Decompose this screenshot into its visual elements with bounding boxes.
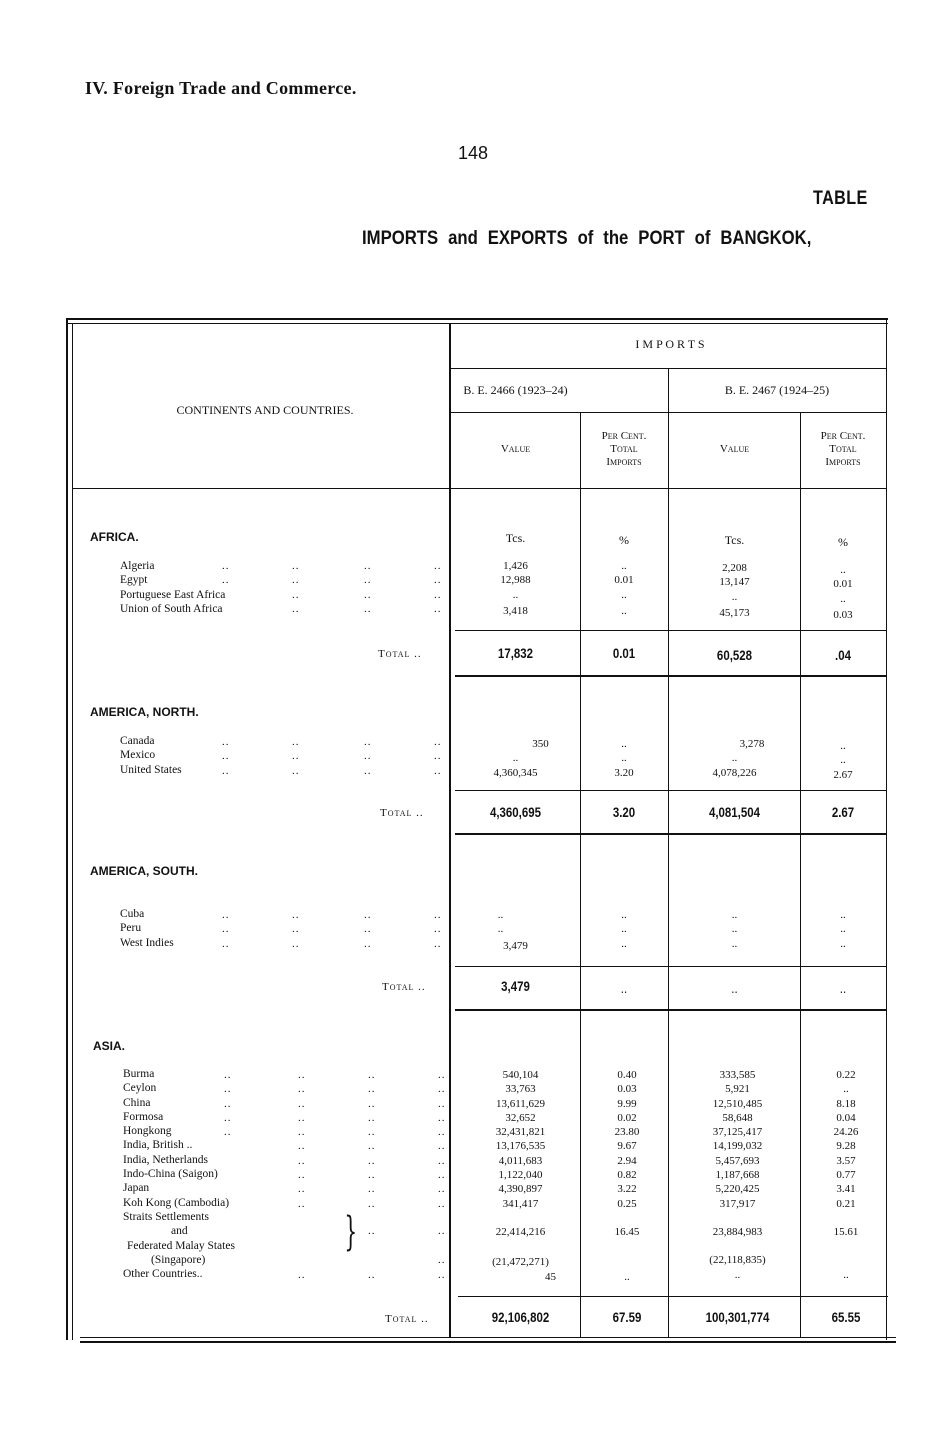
leader-dots: .. .. .. bbox=[434, 736, 442, 777]
cell: 0.40 bbox=[617, 1069, 637, 1081]
straits-p1: 16.45 bbox=[614, 1226, 640, 1238]
cell: 33,763 bbox=[505, 1083, 536, 1096]
unit-pct-1: % bbox=[619, 533, 629, 547]
pct-header-2-line3: Imports bbox=[825, 456, 861, 468]
cell: 32,431,821 bbox=[495, 1126, 546, 1139]
cell: 24.26 bbox=[833, 1126, 859, 1139]
header-bottom-rule bbox=[73, 488, 886, 489]
cell: .. bbox=[840, 754, 846, 767]
cell: .. bbox=[497, 909, 504, 921]
section-title: IV. Foreign Trade and Commerce. bbox=[85, 78, 357, 98]
cell: 13,176,535 bbox=[495, 1140, 546, 1153]
africa-total-v2: 60,528 bbox=[716, 647, 753, 663]
unit-pct-2: % bbox=[838, 535, 848, 549]
cell: 9.67 bbox=[617, 1140, 637, 1153]
straits-v2: 23,884,983 bbox=[712, 1226, 763, 1238]
south-pct-1 bbox=[583, 908, 665, 951]
list-item: Cuba bbox=[120, 908, 145, 920]
asia-total-p2: 65.55 bbox=[831, 1309, 861, 1325]
pct-header-1 bbox=[583, 430, 665, 469]
cell: 3,278 bbox=[739, 738, 765, 750]
list-item: Japan bbox=[123, 1182, 150, 1195]
region-asia: ASIA. bbox=[93, 1039, 126, 1053]
cell: .. bbox=[840, 909, 846, 921]
list-item: Union of South Africa bbox=[120, 602, 223, 615]
cell: .. bbox=[840, 592, 846, 605]
cell: 3,418 bbox=[503, 604, 528, 617]
asia-pct-1 bbox=[583, 1068, 671, 1211]
list-item: Indo-China (Saigon) bbox=[123, 1168, 218, 1181]
cell: .. bbox=[840, 564, 846, 576]
africa-pct-1 bbox=[583, 559, 665, 618]
cell: 4,078,226 bbox=[712, 766, 757, 779]
africa-end-rule bbox=[455, 675, 886, 677]
cell: .. bbox=[497, 923, 504, 936]
list-item: India, British .. bbox=[123, 1139, 193, 1152]
cell: 0.77 bbox=[836, 1169, 856, 1182]
cell: .. bbox=[731, 937, 738, 950]
south-values-1 bbox=[455, 908, 576, 953]
pct2-column-rule bbox=[800, 412, 801, 1337]
leader-dots: .. bbox=[298, 1269, 306, 1281]
south-pct-2 bbox=[803, 908, 883, 951]
leader-dots: .. bbox=[368, 1225, 376, 1237]
leader-dots: .. .. .. bbox=[364, 909, 372, 950]
leader-dots: .. bbox=[438, 1269, 446, 1281]
leader-dots: .. .. .. bbox=[292, 736, 300, 777]
pct-header-1-line1: Per Cent. bbox=[601, 430, 647, 442]
cell: 3,479 bbox=[503, 939, 528, 952]
north-end-rule bbox=[455, 833, 886, 835]
south-total-rule bbox=[455, 966, 886, 967]
pct-header-2-line2: Total bbox=[829, 443, 857, 455]
cell: 1,187,668 bbox=[715, 1169, 760, 1182]
leader-dots: .. .. .. bbox=[434, 909, 442, 950]
year1-header: B. E. 2466 (1923–24) bbox=[463, 383, 568, 397]
cell: 12,510,485 bbox=[712, 1097, 763, 1110]
table-left-rule-inner bbox=[72, 324, 73, 1340]
cell: .. bbox=[621, 738, 627, 750]
cell: 0.02 bbox=[617, 1111, 637, 1124]
asia-pct-2 bbox=[805, 1068, 887, 1211]
list-item: Koh Kong (Cambodia) bbox=[123, 1196, 230, 1209]
north-values-2 bbox=[672, 737, 797, 780]
cell: 0.04 bbox=[836, 1111, 856, 1124]
leader-dots: .. .. .. .. .. .. .. .. .. .. bbox=[368, 1069, 376, 1210]
cell: 0.21 bbox=[836, 1197, 856, 1210]
cell: 8.18 bbox=[836, 1097, 856, 1110]
list-item: Other Countries.. bbox=[123, 1268, 203, 1281]
asia-total-label: Total .. bbox=[385, 1313, 429, 1325]
cell: 2.67 bbox=[833, 768, 853, 781]
cell: .. bbox=[843, 1083, 849, 1096]
cell: .. bbox=[621, 909, 627, 921]
asia-values-1 bbox=[460, 1068, 581, 1211]
asia-values-2 bbox=[675, 1068, 800, 1211]
south-total-v1: 3,479 bbox=[501, 978, 530, 994]
leader-dots: .. .. .. .. .. bbox=[224, 1069, 232, 1139]
cell: 37,125,417 bbox=[712, 1126, 763, 1139]
cell: 3.41 bbox=[836, 1183, 856, 1196]
africa-total-v1: 17,832 bbox=[497, 645, 534, 661]
row-label-header: CONTINENTS AND COUNTRIES. bbox=[176, 403, 354, 417]
north-total-v1: 4,360,695 bbox=[489, 804, 542, 820]
cell: .. bbox=[621, 937, 627, 950]
cell: 0.25 bbox=[617, 1197, 637, 1210]
cell: 0.01 bbox=[833, 578, 853, 591]
cell: 0.03 bbox=[833, 608, 853, 621]
africa-values-1 bbox=[455, 559, 576, 618]
pct-header-2-line1: Per Cent. bbox=[820, 430, 866, 442]
cell: 45,173 bbox=[719, 606, 750, 619]
list-item: Mexico bbox=[120, 749, 156, 762]
cell: .. bbox=[621, 752, 627, 765]
singapore-v1: (21,472,271) bbox=[492, 1256, 549, 1268]
table-title: IMPORTS and EXPORTS of the PORT of BANGKOK, bbox=[362, 228, 812, 249]
cell: 0.22 bbox=[836, 1069, 856, 1081]
africa-values-2 bbox=[672, 561, 797, 620]
asia-total-v2: 100,301,774 bbox=[705, 1309, 770, 1325]
list-item: India, Netherlands bbox=[123, 1153, 208, 1166]
cell: .. bbox=[731, 752, 738, 765]
cell: .. bbox=[731, 909, 738, 921]
other-v2: .. bbox=[734, 1269, 741, 1281]
pct-header-1-line2: Total bbox=[610, 443, 638, 455]
south-total-label: Total .. bbox=[382, 981, 426, 993]
list-item: Algeria bbox=[120, 560, 155, 572]
cell: 14,199,032 bbox=[712, 1140, 763, 1153]
leader-dots: .. .. .. .. .. .. .. .. .. .. bbox=[298, 1069, 306, 1210]
south-total-v2: .. bbox=[731, 980, 738, 996]
year2-header: B. E. 2467 (1924–25) bbox=[724, 383, 830, 397]
cell: 5,457,693 bbox=[715, 1154, 760, 1167]
cell: .. bbox=[621, 588, 627, 601]
other-p1: .. bbox=[624, 1271, 630, 1283]
list-item: Egypt bbox=[120, 574, 148, 587]
list-item: Portuguese East Africa bbox=[120, 588, 226, 601]
north-total-v2: 4,081,504 bbox=[708, 804, 761, 820]
cell: .. bbox=[731, 923, 738, 936]
north-total-rule bbox=[455, 790, 886, 791]
cell: 0.82 bbox=[617, 1169, 637, 1182]
cell: 4,390,897 bbox=[498, 1183, 543, 1196]
south-total-p1: .. bbox=[620, 980, 628, 996]
brace-icon: } bbox=[344, 1209, 358, 1255]
leader-dots: .. .. .. bbox=[292, 909, 300, 950]
list-item: Ceylon bbox=[123, 1082, 157, 1095]
asia-total-p1: 67.59 bbox=[612, 1309, 642, 1325]
cell: .. bbox=[621, 560, 627, 572]
cell: .. bbox=[512, 588, 519, 601]
table-left-rule bbox=[66, 318, 68, 1340]
cell: 0.03 bbox=[617, 1083, 637, 1096]
list-item: United States bbox=[120, 763, 182, 776]
value-header-2: Value bbox=[719, 443, 750, 455]
north-total-p1: 3.20 bbox=[612, 804, 636, 820]
africa-total-rule bbox=[455, 630, 886, 631]
cell: 3.22 bbox=[617, 1183, 637, 1196]
leader-dots: .. .. .. bbox=[222, 909, 230, 950]
cell: 3.57 bbox=[836, 1154, 856, 1167]
cell: 32,652 bbox=[505, 1111, 536, 1124]
cell: 333,585 bbox=[719, 1069, 756, 1081]
cell: 12,988 bbox=[500, 574, 531, 587]
cell: 341,417 bbox=[502, 1197, 539, 1210]
cell: .. bbox=[512, 752, 519, 765]
cell: 5,921 bbox=[725, 1083, 750, 1096]
cell: 1,122,040 bbox=[498, 1169, 543, 1182]
list-item: Peru bbox=[120, 922, 142, 935]
cell: 4,360,345 bbox=[493, 766, 538, 779]
africa-total-p2: .04 bbox=[835, 647, 851, 663]
imports-header: I M P O R T S bbox=[635, 337, 705, 351]
africa-total-p1: 0.01 bbox=[612, 645, 636, 661]
page-number: 148 bbox=[458, 143, 489, 163]
north-values-1 bbox=[455, 737, 576, 780]
region-africa: AFRICA. bbox=[90, 530, 139, 544]
other-v1: 45 bbox=[545, 1271, 556, 1283]
south-total-p2: .. bbox=[839, 980, 847, 996]
leader-dots: .. .. .. bbox=[364, 736, 372, 777]
other-p2: .. bbox=[843, 1269, 849, 1281]
cell: .. bbox=[840, 740, 846, 752]
cell: 5,220,425 bbox=[715, 1183, 760, 1196]
region-america-north: AMERICA, NORTH. bbox=[90, 705, 199, 719]
north-pct-1 bbox=[583, 737, 665, 780]
table-top-rule bbox=[66, 318, 888, 320]
cell: 540,104 bbox=[502, 1069, 539, 1081]
cell: 2,208 bbox=[722, 562, 747, 574]
straits-p2: 15.61 bbox=[833, 1226, 859, 1238]
cell: 23.80 bbox=[614, 1126, 640, 1139]
pct-header-1-line3: Imports bbox=[606, 456, 642, 468]
cell: 58,648 bbox=[722, 1111, 753, 1124]
unit-value-2: Tcs. bbox=[724, 533, 745, 547]
value-header-1: Value bbox=[500, 443, 531, 455]
cell: .. bbox=[840, 937, 846, 950]
label-column-rule bbox=[449, 324, 451, 1337]
list-item: Hongkong bbox=[123, 1125, 172, 1138]
leader-dots: .. bbox=[438, 1254, 446, 1266]
cell: 0.01 bbox=[614, 574, 634, 587]
cell: 9.99 bbox=[617, 1097, 637, 1110]
leader-dots: .. bbox=[368, 1269, 376, 1281]
north-country-list bbox=[120, 734, 182, 777]
leader-dots: .. bbox=[438, 1225, 446, 1237]
leader-dots: .. .. .. .. bbox=[364, 560, 372, 615]
leader-dots: .. .. .. .. bbox=[292, 560, 300, 615]
cell: 2.94 bbox=[617, 1154, 637, 1167]
cell: .. bbox=[840, 923, 846, 936]
leader-dots: .. .. .. bbox=[222, 736, 230, 777]
north-total-label: Total .. bbox=[380, 807, 424, 819]
list-item: Straits Settlements bbox=[123, 1210, 209, 1223]
unit-value-1: Tcs. bbox=[505, 531, 526, 545]
cell: .. bbox=[621, 923, 627, 936]
list-item: and bbox=[171, 1225, 188, 1238]
list-item: Federated Malay States bbox=[127, 1239, 235, 1252]
africa-pct-2 bbox=[803, 563, 883, 622]
pct-header-2 bbox=[803, 430, 883, 469]
region-america-south: AMERICA, SOUTH. bbox=[90, 864, 198, 878]
table-bottom-rule bbox=[80, 1341, 896, 1343]
straits-v1: 22,414,216 bbox=[495, 1226, 546, 1238]
cell: 13,611,629 bbox=[495, 1097, 546, 1110]
list-item: (Singapore) bbox=[151, 1253, 206, 1266]
table-label: TABLE bbox=[813, 188, 868, 209]
cell: 1,426 bbox=[503, 560, 528, 572]
list-item: Canada bbox=[120, 735, 155, 747]
list-item: China bbox=[123, 1096, 151, 1109]
cell: 4,011,683 bbox=[498, 1154, 543, 1167]
north-pct-2 bbox=[803, 739, 883, 782]
singapore-v2: (22,118,835) bbox=[709, 1254, 766, 1266]
africa-country-list bbox=[120, 559, 225, 616]
north-total-p2: 2.67 bbox=[831, 804, 855, 820]
cell: .. bbox=[621, 604, 627, 617]
asia-total-rule bbox=[458, 1296, 888, 1297]
cell: 317,917 bbox=[719, 1197, 756, 1210]
list-item: West Indies bbox=[120, 936, 174, 949]
cell: 350 bbox=[532, 738, 549, 750]
leader-dots: .. .. .. .. bbox=[434, 560, 442, 615]
south-values-2 bbox=[672, 908, 797, 951]
list-item: Burma bbox=[123, 1068, 155, 1080]
africa-total-label: Total .. bbox=[378, 648, 422, 660]
asia-total-v1: 92,106,802 bbox=[491, 1309, 550, 1325]
south-country-list bbox=[120, 907, 174, 950]
leader-dots: .. .. bbox=[222, 560, 230, 587]
cell: 3.20 bbox=[614, 766, 634, 779]
south-end-rule bbox=[455, 1009, 886, 1011]
cell: 9.28 bbox=[836, 1140, 856, 1153]
asia-country-list bbox=[123, 1067, 235, 1281]
cell: 13,147 bbox=[719, 576, 750, 589]
table-top-rule-inner bbox=[66, 323, 888, 324]
table-bottom-rule-inner bbox=[80, 1337, 896, 1338]
cell: .. bbox=[731, 590, 738, 603]
list-item: Formosa bbox=[123, 1110, 164, 1123]
leader-dots: .. .. .. .. .. .. .. .. .. .. bbox=[438, 1069, 446, 1210]
